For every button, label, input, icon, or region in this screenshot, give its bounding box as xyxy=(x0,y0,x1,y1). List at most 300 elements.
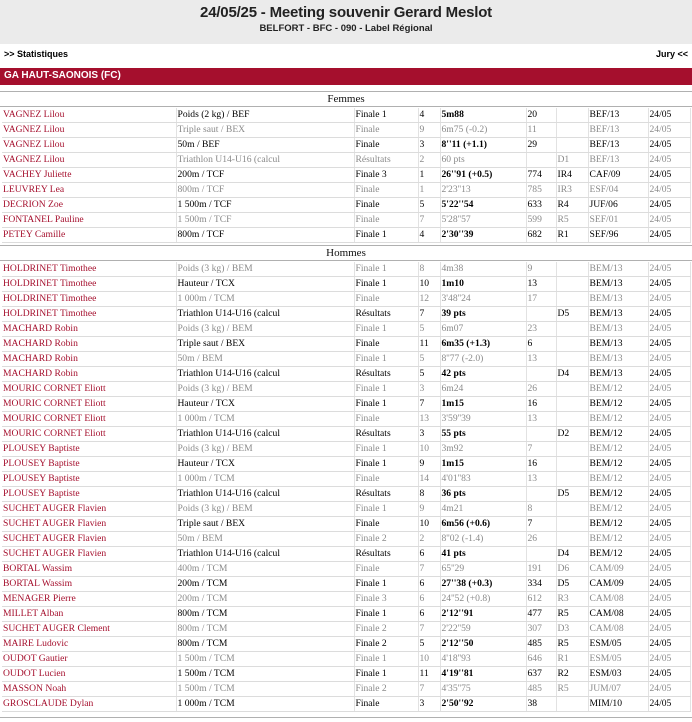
place: 3 xyxy=(418,382,440,397)
athlete-name[interactable]: MILLET Alban xyxy=(2,607,176,622)
date: 24/05 xyxy=(648,213,690,228)
place: 9 xyxy=(418,502,440,517)
event-name: 50m / BEM xyxy=(176,352,354,367)
points: 485 xyxy=(526,637,556,652)
athlete-name[interactable]: BORTAL Wassim xyxy=(2,577,176,592)
round-name: Finale xyxy=(354,183,418,198)
place: 9 xyxy=(418,123,440,138)
performance: 3'59''39 xyxy=(440,412,526,427)
place: 4 xyxy=(418,228,440,243)
athlete-name[interactable]: SUCHET AUGER Flavien xyxy=(2,532,176,547)
level xyxy=(556,277,588,292)
category: BEM/12 xyxy=(588,472,648,487)
table-row xyxy=(2,652,690,667)
table-row xyxy=(2,427,690,442)
performance: 4'18''93 xyxy=(440,652,526,667)
round-name: Finale 1 xyxy=(354,228,418,243)
round-name: Finale xyxy=(354,562,418,577)
athlete-name[interactable]: SUCHET AUGER Flavien xyxy=(2,502,176,517)
table-row xyxy=(2,153,690,168)
athlete-name[interactable]: MACHARD Robin xyxy=(2,367,176,382)
table-row xyxy=(2,637,690,652)
club-bar xyxy=(0,68,692,85)
level: R5 xyxy=(556,682,588,697)
date: 24/05 xyxy=(648,517,690,532)
points: 16 xyxy=(526,397,556,412)
level xyxy=(556,397,588,412)
round-name: Finale xyxy=(354,412,418,427)
athlete-name[interactable]: PETEY Camille xyxy=(2,228,176,243)
event-name: 800m / TCM xyxy=(176,607,354,622)
date: 24/05 xyxy=(648,108,690,123)
points: 13 xyxy=(526,472,556,487)
performance: 1m15 xyxy=(440,457,526,472)
level: IR4 xyxy=(556,168,588,183)
points: 682 xyxy=(526,228,556,243)
performance: 65''29 xyxy=(440,562,526,577)
points: 9 xyxy=(526,262,556,277)
round-name: Finale xyxy=(354,198,418,213)
place: 3 xyxy=(418,697,440,712)
level xyxy=(556,412,588,427)
table-row xyxy=(2,442,690,457)
level: D4 xyxy=(556,547,588,562)
place: 5 xyxy=(418,352,440,367)
place: 7 xyxy=(418,682,440,697)
points: 633 xyxy=(526,198,556,213)
athlete-name[interactable]: PLOUSEY Baptiste xyxy=(2,472,176,487)
level: R5 xyxy=(556,607,588,622)
level xyxy=(556,123,588,138)
athlete-name[interactable]: GROSCLAUDE Dylan xyxy=(2,697,176,712)
points: 26 xyxy=(526,532,556,547)
page-header xyxy=(0,0,692,44)
round-name: Finale xyxy=(354,697,418,712)
round-name: Finale 2 xyxy=(354,637,418,652)
table-row xyxy=(2,322,690,337)
performance: 5'22''54 xyxy=(440,198,526,213)
athlete-name[interactable]: PLOUSEY Baptiste xyxy=(2,442,176,457)
performance: 6m07 xyxy=(440,322,526,337)
event-name: 800m / TCM xyxy=(176,622,354,637)
performance: 4m21 xyxy=(440,502,526,517)
event-name: 1 500m / TCM xyxy=(176,682,354,697)
place: 11 xyxy=(418,667,440,682)
category: BEM/12 xyxy=(588,487,648,502)
athlete-name[interactable]: MOURIC CORNET Eliott xyxy=(2,427,176,442)
round-name: Résultats xyxy=(354,153,418,168)
event-name: Poids (3 kg) / BEM xyxy=(176,502,354,517)
athlete-name[interactable]: SUCHET AUGER Clement xyxy=(2,622,176,637)
points: 477 xyxy=(526,607,556,622)
event-name: 200m / TCM xyxy=(176,592,354,607)
date: 24/05 xyxy=(648,637,690,652)
date: 24/05 xyxy=(648,307,690,322)
place: 14 xyxy=(418,472,440,487)
table-row xyxy=(2,183,690,198)
athlete-name[interactable]: BORTAL Wassim xyxy=(2,562,176,577)
athlete-name[interactable]: PLOUSEY Baptiste xyxy=(2,457,176,472)
performance: 6m24 xyxy=(440,382,526,397)
date: 24/05 xyxy=(648,292,690,307)
points: 6 xyxy=(526,337,556,352)
performance: 6m75 (-0.2) xyxy=(440,123,526,138)
date: 24/05 xyxy=(648,352,690,367)
place: 2 xyxy=(418,532,440,547)
table-row xyxy=(2,562,690,577)
date: 24/05 xyxy=(648,123,690,138)
category: CAF/09 xyxy=(588,168,648,183)
points: 612 xyxy=(526,592,556,607)
category: ESM/05 xyxy=(588,652,648,667)
points xyxy=(526,307,556,322)
performance: 5'28''57 xyxy=(440,213,526,228)
points: 17 xyxy=(526,292,556,307)
event-name: Triathlon U14-U16 (calcul xyxy=(176,307,354,322)
points xyxy=(526,153,556,168)
level xyxy=(556,532,588,547)
athlete-name[interactable]: OUDOT Lucien xyxy=(2,667,176,682)
round-name: Finale 1 xyxy=(354,262,418,277)
table-row xyxy=(2,123,690,138)
round-name: Finale 1 xyxy=(354,382,418,397)
points: 29 xyxy=(526,138,556,153)
level xyxy=(556,322,588,337)
category: BEM/13 xyxy=(588,367,648,382)
round-name: Finale 1 xyxy=(354,607,418,622)
athlete-name[interactable]: LEUVREY Lea xyxy=(2,183,176,198)
level: D5 xyxy=(556,307,588,322)
round-name: Finale 1 xyxy=(354,277,418,292)
event-name: Hauteur / TCX xyxy=(176,397,354,412)
points: 599 xyxy=(526,213,556,228)
category: BEM/13 xyxy=(588,262,648,277)
round-name: Finale xyxy=(354,337,418,352)
section-header-women: Femmes xyxy=(0,91,692,107)
table-row xyxy=(2,547,690,562)
event-name: 400m / TCM xyxy=(176,562,354,577)
category: BEM/12 xyxy=(588,412,648,427)
points: 646 xyxy=(526,652,556,667)
table-row xyxy=(2,487,690,502)
date: 24/05 xyxy=(648,262,690,277)
points: 11 xyxy=(526,123,556,138)
athlete-name[interactable]: VAGNEZ Lilou xyxy=(2,138,176,153)
athlete-name[interactable]: MAIRE Ludovic xyxy=(2,637,176,652)
athlete-name[interactable]: MASSON Noah xyxy=(2,682,176,697)
round-name: Finale 1 xyxy=(354,352,418,367)
athlete-name[interactable]: MACHARD Robin xyxy=(2,352,176,367)
table-row xyxy=(2,352,690,367)
table-row xyxy=(2,397,690,412)
date: 24/05 xyxy=(648,183,690,198)
jury-link[interactable]: Jury << xyxy=(655,49,688,59)
athlete-name[interactable]: PLOUSEY Baptiste xyxy=(2,487,176,502)
event-name: 1 500m / TCM xyxy=(176,652,354,667)
points: 38 xyxy=(526,697,556,712)
level xyxy=(556,517,588,532)
level xyxy=(556,352,588,367)
table-row xyxy=(2,337,690,352)
date: 24/05 xyxy=(648,622,690,637)
level xyxy=(556,108,588,123)
date: 24/05 xyxy=(648,547,690,562)
category: CAM/08 xyxy=(588,622,648,637)
place: 6 xyxy=(418,592,440,607)
performance: 41 pts xyxy=(440,547,526,562)
performance: 55 pts xyxy=(440,427,526,442)
level xyxy=(556,697,588,712)
round-name: Finale 1 xyxy=(354,322,418,337)
points: 191 xyxy=(526,562,556,577)
table-row xyxy=(2,213,690,228)
points xyxy=(526,487,556,502)
level xyxy=(556,457,588,472)
athlete-name[interactable]: HOLDRINET Timothee xyxy=(2,307,176,322)
place: 7 xyxy=(418,562,440,577)
level: D5 xyxy=(556,577,588,592)
athlete-name[interactable]: VACHEY Juliette xyxy=(2,168,176,183)
round-name: Finale xyxy=(354,138,418,153)
round-name: Finale 1 xyxy=(354,442,418,457)
athlete-name[interactable]: MACHARD Robin xyxy=(2,337,176,352)
points: 13 xyxy=(526,412,556,427)
date: 24/05 xyxy=(648,472,690,487)
place: 7 xyxy=(418,307,440,322)
performance: 1m10 xyxy=(440,277,526,292)
round-name: Finale 1 xyxy=(354,457,418,472)
level xyxy=(556,138,588,153)
table-row xyxy=(2,697,690,712)
table-row xyxy=(2,277,690,292)
athlete-name[interactable]: MOURIC CORNET Eliott xyxy=(2,397,176,412)
athlete-name[interactable]: HOLDRINET Timothee xyxy=(2,277,176,292)
athlete-name[interactable]: VAGNEZ Lilou xyxy=(2,108,176,123)
event-name: Poids (3 kg) / BEM xyxy=(176,442,354,457)
table-row xyxy=(2,502,690,517)
points: 26 xyxy=(526,382,556,397)
statistics-link[interactable]: >> Statistiques xyxy=(4,49,69,59)
performance: 4'01''83 xyxy=(440,472,526,487)
round-name: Résultats xyxy=(354,487,418,502)
category: BEM/12 xyxy=(588,427,648,442)
performance: 8''11 (+1.1) xyxy=(440,138,526,153)
round-name: Finale 2 xyxy=(354,532,418,547)
place: 9 xyxy=(418,457,440,472)
round-name: Finale 1 xyxy=(354,577,418,592)
event-name: 50m / BEF xyxy=(176,138,354,153)
athlete-name[interactable]: SUCHET AUGER Flavien xyxy=(2,517,176,532)
event-name: 1 000m / TCM xyxy=(176,292,354,307)
event-name: 50m / BEM xyxy=(176,532,354,547)
level xyxy=(556,337,588,352)
category: JUM/07 xyxy=(588,682,648,697)
round-name: Finale 3 xyxy=(354,168,418,183)
date: 24/05 xyxy=(648,153,690,168)
place: 6 xyxy=(418,607,440,622)
table-row xyxy=(2,667,690,682)
athlete-name[interactable]: HOLDRINET Timothee xyxy=(2,292,176,307)
event-name: Hauteur / TCX xyxy=(176,277,354,292)
table-row xyxy=(2,262,690,277)
date: 24/05 xyxy=(648,607,690,622)
place: 5 xyxy=(418,367,440,382)
date: 24/05 xyxy=(648,652,690,667)
round-name: Finale 1 xyxy=(354,502,418,517)
table-row xyxy=(2,457,690,472)
category: SEF/96 xyxy=(588,228,648,243)
date: 24/05 xyxy=(648,412,690,427)
points: 20 xyxy=(526,108,556,123)
round-name: Résultats xyxy=(354,307,418,322)
place: 6 xyxy=(418,577,440,592)
category: BEM/12 xyxy=(588,382,648,397)
place: 10 xyxy=(418,517,440,532)
category: BEF/13 xyxy=(588,108,648,123)
athlete-name[interactable]: MACHARD Robin xyxy=(2,322,176,337)
event-name: 1 000m / TCM xyxy=(176,412,354,427)
level xyxy=(556,292,588,307)
round-name: Finale 2 xyxy=(354,682,418,697)
points xyxy=(526,367,556,382)
athlete-name[interactable]: HOLDRINET Timothee xyxy=(2,262,176,277)
athlete-name[interactable]: MOURIC CORNET Eliott xyxy=(2,382,176,397)
place: 5 xyxy=(418,322,440,337)
category: BEF/13 xyxy=(588,138,648,153)
table-row xyxy=(2,198,690,213)
place: 13 xyxy=(418,412,440,427)
category: CAM/09 xyxy=(588,577,648,592)
category: BEM/12 xyxy=(588,502,648,517)
event-name: 1 500m / TCF xyxy=(176,213,354,228)
round-name: Résultats xyxy=(354,367,418,382)
date: 24/05 xyxy=(648,337,690,352)
event-name: Triathlon U14-U16 (calcul xyxy=(176,153,354,168)
category: BEM/12 xyxy=(588,547,648,562)
event-name: 200m / TCM xyxy=(176,577,354,592)
performance: 2'30''39 xyxy=(440,228,526,243)
date: 24/05 xyxy=(648,277,690,292)
performance: 6m35 (+1.3) xyxy=(440,337,526,352)
points xyxy=(526,427,556,442)
table-row xyxy=(2,532,690,547)
table-row xyxy=(2,682,690,697)
place: 7 xyxy=(418,213,440,228)
level: D5 xyxy=(556,487,588,502)
table-row xyxy=(2,592,690,607)
performance: 2'50''92 xyxy=(440,697,526,712)
round-name: Finale xyxy=(354,123,418,138)
points: 307 xyxy=(526,622,556,637)
points: 7 xyxy=(526,517,556,532)
performance: 60 pts xyxy=(440,153,526,168)
category: BEM/12 xyxy=(588,532,648,547)
athlete-name[interactable]: VAGNEZ Lilou xyxy=(2,123,176,138)
category: BEM/12 xyxy=(588,517,648,532)
place: 8 xyxy=(418,262,440,277)
points: 23 xyxy=(526,322,556,337)
performance: 2'22''59 xyxy=(440,622,526,637)
round-name: Finale 2 xyxy=(354,622,418,637)
athlete-name[interactable]: OUDOT Gautier xyxy=(2,652,176,667)
event-name: Triathlon U14-U16 (calcul xyxy=(176,427,354,442)
place: 10 xyxy=(418,652,440,667)
table-row xyxy=(2,412,690,427)
category: CAM/09 xyxy=(588,562,648,577)
place: 6 xyxy=(418,547,440,562)
performance: 4m38 xyxy=(440,262,526,277)
round-name: Finale xyxy=(354,292,418,307)
level: D3 xyxy=(556,622,588,637)
table-row xyxy=(2,307,690,322)
date: 24/05 xyxy=(648,667,690,682)
athlete-name[interactable]: DECRION Zoe xyxy=(2,198,176,213)
date: 24/05 xyxy=(648,697,690,712)
points: 16 xyxy=(526,457,556,472)
date: 24/05 xyxy=(648,442,690,457)
place: 5 xyxy=(418,198,440,213)
event-name: Triple saut / BEX xyxy=(176,123,354,138)
round-name: Finale xyxy=(354,517,418,532)
event-name: 1 000m / TCM xyxy=(176,697,354,712)
athlete-name[interactable]: FONTANEL Pauline xyxy=(2,213,176,228)
category: ESF/04 xyxy=(588,183,648,198)
category: BEM/13 xyxy=(588,352,648,367)
place: 5 xyxy=(418,637,440,652)
level: R5 xyxy=(556,637,588,652)
date: 24/05 xyxy=(648,577,690,592)
points: 8 xyxy=(526,502,556,517)
date: 24/05 xyxy=(648,322,690,337)
level: R5 xyxy=(556,213,588,228)
points: 774 xyxy=(526,168,556,183)
category: CAM/08 xyxy=(588,592,648,607)
date: 24/05 xyxy=(648,457,690,472)
place: 10 xyxy=(418,442,440,457)
round-name: Finale 3 xyxy=(354,592,418,607)
place: 7 xyxy=(418,622,440,637)
category: BEF/13 xyxy=(588,123,648,138)
event-name: 200m / TCF xyxy=(176,168,354,183)
place: 8 xyxy=(418,487,440,502)
performance: 2'12''91 xyxy=(440,607,526,622)
athlete-name[interactable]: MOURIC CORNET Eliott xyxy=(2,412,176,427)
club-name: GA HAUT-SAONOIS (FC) xyxy=(4,70,121,81)
date: 24/05 xyxy=(648,532,690,547)
category: ESM/05 xyxy=(588,637,648,652)
points xyxy=(526,547,556,562)
performance: 4'19''81 xyxy=(440,667,526,682)
round-name: Finale 1 xyxy=(354,108,418,123)
place: 3 xyxy=(418,427,440,442)
category: BEM/12 xyxy=(588,457,648,472)
round-name: Finale 1 xyxy=(354,397,418,412)
category: MIM/10 xyxy=(588,697,648,712)
place: 1 xyxy=(418,183,440,198)
athlete-name[interactable]: MENAGER Pierre xyxy=(2,592,176,607)
level: R2 xyxy=(556,667,588,682)
category: SEF/01 xyxy=(588,213,648,228)
athlete-name[interactable]: VAGNEZ Lilou xyxy=(2,153,176,168)
performance: 39 pts xyxy=(440,307,526,322)
category: BEM/12 xyxy=(588,397,648,412)
performance: 8''02 (-1.4) xyxy=(440,532,526,547)
round-name: Finale xyxy=(354,213,418,228)
place: 3 xyxy=(418,138,440,153)
place: 11 xyxy=(418,337,440,352)
category: BEF/13 xyxy=(588,153,648,168)
athlete-name[interactable]: SUCHET AUGER Flavien xyxy=(2,547,176,562)
